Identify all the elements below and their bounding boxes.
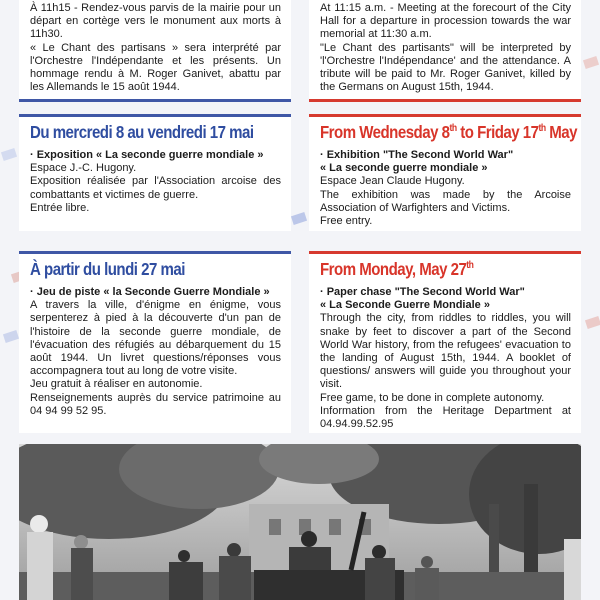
exhibition-place-en: Espace Jean Claude Hugony. xyxy=(320,175,465,188)
exhibition-entry-fr: Entrée libre. xyxy=(30,201,90,214)
paper-chase-heading-en: From Monday, May 27th xyxy=(320,259,474,279)
historical-photo-scene xyxy=(19,444,581,600)
exhibition-title-en: · Exhibition "The Second World War" xyxy=(320,149,514,161)
exhibition-title-fr: · Exposition « La seconde guerre mondiale » xyxy=(30,149,264,161)
confetti-decoration xyxy=(291,212,307,225)
exhibition-place-fr: Espace J.-C. Hugony. xyxy=(30,162,137,175)
exhibition-entry-en: Free entry. xyxy=(320,215,373,228)
paper-chase-free-en: Free game, to be done in complete autonomy. xyxy=(320,391,545,404)
confetti-decoration xyxy=(3,330,19,343)
paper-chase-title-fr: · Jeu de piste « la Seconde Guerre Mondiale » xyxy=(30,286,270,298)
paper-chase-free-fr: Jeu gratuit à réaliser en autonomie. xyxy=(30,378,203,391)
confetti-decoration xyxy=(1,148,17,161)
ceremony-tribute-fr: « Le Chant des partisans » sera interprété par l'Orchestre l'Indépendante et les présents. Un hommage rendu à M. Roger Ganivet, abattu par les Allemands le 15 août 1944. xyxy=(30,41,281,94)
confetti-decoration xyxy=(585,316,600,329)
paper-chase-desc-en: Through the city, from riddles to riddles, you will snake by feet to discover a part of the Second World War history, from the refugees' evacuation to the landing of August 15th, 1944. A booklet of questions/ answers will guide you throughout your visit. xyxy=(320,312,571,391)
ceremony-time-en: At 11:15 a.m. - Meeting at the forecourt of the City Hall for a departure in procession towards the war memorial at 11:30 a.m. xyxy=(320,2,571,41)
exhibition-desc-fr: Exposition réalisée par l'Association arcoise des combattants et victimes de guerre. xyxy=(30,175,281,201)
paper-chase-info-fr: Renseignements auprès du service patrimoine au 04 94 99 52 95. xyxy=(30,391,281,417)
ceremony-time-fr: À 11h15 - Rendez-vous parvis de la mairie pour un départ en cortège vers le monument aux morts à 11h30. xyxy=(30,2,281,41)
paper-chase-subtitle-en: « La Seconde Guerre Mondiale » xyxy=(320,299,490,312)
ceremony-tribute-en: "Le Chant des partisants" will be interpreted by 'l'Orchestre l'Indépendance' and the attendance. A tribute will be paid to Mr. Roger Ganivet, killed by the Germans on August 15th, 1944. xyxy=(320,41,571,94)
paper-chase-title-en: · Paper chase "The Second World War" xyxy=(320,286,525,298)
paper-chase-heading-fr: À partir du lundi 27 mai xyxy=(30,259,185,279)
paper-chase-card-en xyxy=(309,251,581,433)
historical-photo xyxy=(19,444,581,600)
ceremony-card-en xyxy=(309,0,581,102)
confetti-decoration xyxy=(583,56,599,69)
ceremony-card-fr xyxy=(19,0,291,102)
paper-chase-info-en: Information from the Heritage Department at 04.94.99.52.95 xyxy=(320,404,571,431)
exhibition-heading-fr: Du mercredi 8 au vendredi 17 mai xyxy=(30,122,254,142)
paper-chase-card-fr xyxy=(19,251,291,433)
exhibition-heading-en: From Wednesday 8th to Friday 17th May xyxy=(320,122,578,142)
exhibition-card-fr xyxy=(19,114,291,231)
exhibition-card-en xyxy=(309,114,581,231)
exhibition-subtitle-en: « La seconde guerre mondiale » xyxy=(320,162,488,175)
paper-chase-desc-fr: A travers la ville, d'énigme en énigme, vous serpenterez à pied à la découverte d'un pan de l'histoire de la seconde guerre mondiale, de l'évacuation des réfugiés au débarquement du 15 août 1944. Un livret questions/réponses vous accompagnera tout au long de votre visite. xyxy=(30,299,281,378)
exhibition-desc-en: The exhibition was made by the Arcoise Association of Warfighters and Victims. xyxy=(320,188,571,214)
